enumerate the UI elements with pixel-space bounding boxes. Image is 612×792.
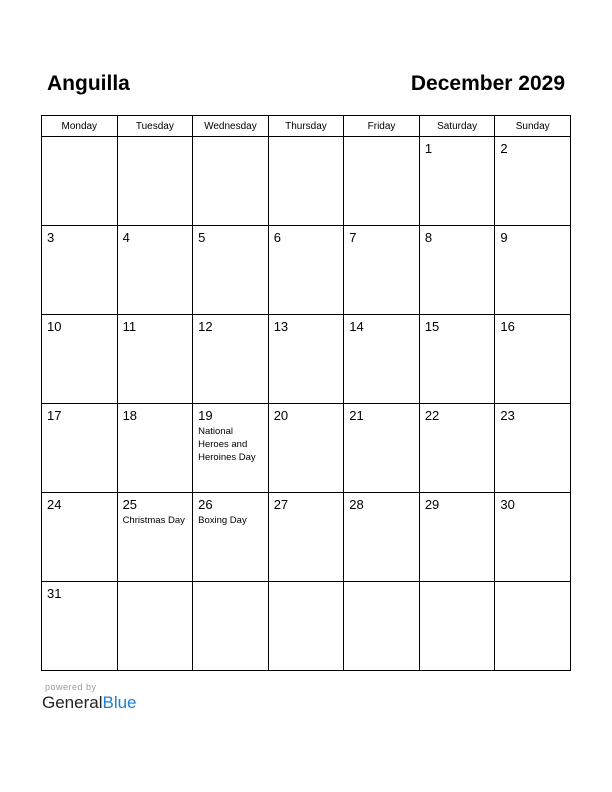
day-number: 14 xyxy=(349,319,364,334)
day-cell xyxy=(419,226,495,315)
day-number: 4 xyxy=(122,230,130,245)
weekday-sunday: Sunday xyxy=(495,116,571,137)
day-cell xyxy=(42,137,118,226)
powered-by-label: powered by xyxy=(45,682,97,692)
day-number: 22 xyxy=(424,408,440,423)
weekday-friday: Friday xyxy=(344,116,420,137)
day-number: 27 xyxy=(273,497,289,512)
weekday-wednesday: Wednesday xyxy=(193,116,269,137)
day-cell xyxy=(42,404,118,493)
weekday-monday: Monday xyxy=(42,116,118,137)
holiday-label: Christmas Day xyxy=(122,515,185,526)
holiday-label: National Heroes and Heroines Day xyxy=(198,426,256,463)
day-number: 26 xyxy=(198,497,213,512)
day-cell xyxy=(42,493,118,582)
day-cell xyxy=(193,226,269,315)
day-number: 28 xyxy=(349,497,364,512)
day-cell xyxy=(344,137,420,226)
day-cell xyxy=(42,315,118,404)
weekday-saturday: Saturday xyxy=(419,116,495,137)
day-number: 10 xyxy=(47,319,62,334)
day-cell xyxy=(268,404,344,493)
day-cell xyxy=(193,137,269,226)
day-cell xyxy=(495,582,571,671)
week-row xyxy=(42,582,571,671)
week-row xyxy=(42,493,571,582)
day-number: 3 xyxy=(47,230,55,245)
day-cell xyxy=(193,493,269,582)
day-number: 19 xyxy=(198,408,213,423)
day-number: 12 xyxy=(198,319,213,334)
day-number: 23 xyxy=(500,408,515,423)
week-row xyxy=(42,137,571,226)
day-number: 11 xyxy=(122,319,137,334)
day-cell xyxy=(193,315,269,404)
day-number: 25 xyxy=(122,497,138,512)
day-cell xyxy=(495,493,571,582)
week-row xyxy=(42,315,571,404)
day-cell xyxy=(419,315,495,404)
day-cell xyxy=(268,582,344,671)
day-number: 13 xyxy=(273,319,289,334)
day-cell xyxy=(495,226,571,315)
day-number: 9 xyxy=(500,230,508,245)
day-number: 20 xyxy=(273,408,289,423)
week-row xyxy=(42,404,571,493)
day-cell xyxy=(42,582,118,671)
calendar-grid xyxy=(41,115,571,671)
day-cell xyxy=(117,137,193,226)
day-number: 5 xyxy=(198,230,206,245)
day-cell xyxy=(193,404,269,493)
day-number: 17 xyxy=(47,408,62,423)
day-cell xyxy=(344,404,420,493)
day-cell xyxy=(419,493,495,582)
day-cell xyxy=(268,226,344,315)
day-number: 16 xyxy=(500,319,515,334)
day-cell xyxy=(268,137,344,226)
day-cell xyxy=(344,582,420,671)
day-number: 8 xyxy=(424,230,433,245)
day-cell xyxy=(495,137,571,226)
brand-general: General xyxy=(42,693,103,712)
generalblue-logo[interactable] xyxy=(42,693,137,713)
day-cell xyxy=(193,582,269,671)
day-cell xyxy=(419,404,495,493)
day-number: 6 xyxy=(273,230,281,245)
day-cell xyxy=(268,315,344,404)
day-cell xyxy=(117,582,193,671)
day-number: 7 xyxy=(349,230,357,245)
brand-blue: Blue xyxy=(102,693,137,712)
day-number: 15 xyxy=(424,319,440,334)
day-cell xyxy=(117,226,193,315)
month-year-title: December 2029 xyxy=(410,72,565,95)
day-cell xyxy=(117,404,193,493)
holiday-label: Boxing Day xyxy=(198,515,247,526)
weekday-header-row xyxy=(42,116,571,137)
weekday-thursday: Thursday xyxy=(268,116,344,137)
day-number: 24 xyxy=(47,497,62,512)
week-row xyxy=(42,226,571,315)
day-cell xyxy=(344,226,420,315)
day-number: 29 xyxy=(424,497,440,512)
day-number: 18 xyxy=(122,408,138,423)
country-title: Anguilla xyxy=(47,72,130,95)
day-cell xyxy=(268,493,344,582)
day-cell xyxy=(117,493,193,582)
day-cell xyxy=(419,137,495,226)
day-cell xyxy=(495,404,571,493)
day-number: 21 xyxy=(349,408,364,423)
day-number: 2 xyxy=(500,141,508,156)
day-cell xyxy=(344,493,420,582)
weekday-tuesday: Tuesday xyxy=(117,116,193,137)
day-number: 1 xyxy=(424,141,433,156)
day-number: 30 xyxy=(500,497,515,512)
day-cell xyxy=(419,582,495,671)
day-number: 31 xyxy=(47,586,62,601)
day-cell xyxy=(495,315,571,404)
day-cell xyxy=(117,315,193,404)
day-cell xyxy=(344,315,420,404)
day-cell xyxy=(42,226,118,315)
